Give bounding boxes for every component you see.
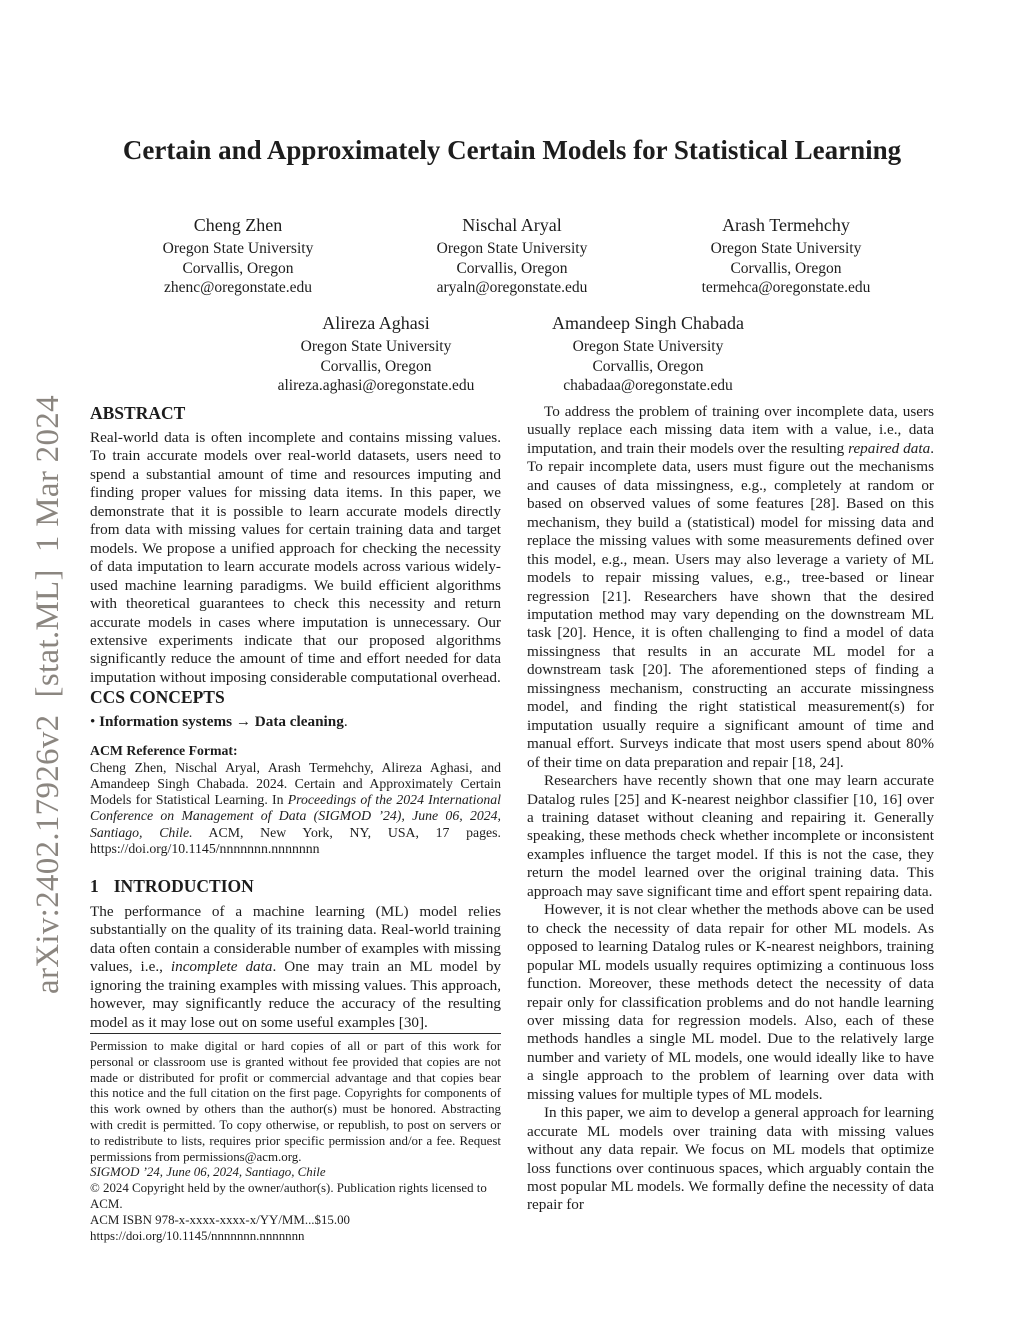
author-email: aryaln@oregonstate.edu bbox=[436, 279, 588, 296]
body-paragraph: To address the problem of training over incomplete data, users usually replace each missing data item with a value, i.e., data imputation, and train their models over the resulting repaired data. To repair incomplete data, users must figure out the mechanisms and causes of data missingness, e.g., completely at random or based on observed values of some features [28]. Based on this mechanism, they build a (statistical) model for missing data and replace the missing values with some measurements defined over this model, e.g., mean. Users may also leverage a variety of ML models to repair missing values, e.g., tree-based or linear regression [21]. Researchers have shown that the desired imputation method may vary depending on the downstream ML task [20]. Hence, it is often challenging to find a model of data missingness that results in an accurate ML model for a downstream task [20]. The aforementioned steps of finding a missingness mechanism, constructing an accurate missingness model, and finding the right statistical measurement(s) for imputation usually require a significant amount of time and manual effort. Surveys indicate that most users spend about 80% of their time on data preparation and repair [18, 24]. bbox=[527, 403, 934, 771]
introduction-heading bbox=[90, 876, 501, 897]
introduction-paragraph: The performance of a machine learning (ML) model relies substantially on the quality of its training data. Real-world training data often contain a considerable number of examples with missing values, i.e., incomplete data. One may train an ML model by ignoring the training examples with missing values. This approach, however, may significantly reduce the accuracy of the resulting model as it may lose out on some useful examples [30]. bbox=[90, 903, 502, 1031]
body-paragraph: Researchers have recently shown that one may learn accurate Datalog rules [25] and K-nearest neighbor classifier [10, 16] over a training dataset without cleaning and repairing it. Generally speaking, these methods check whether incomplete or inconsistent examples influence the target model. If this is not the case, they return the model learned over the original training data. This approach may save significant time and effort spent repairing data. bbox=[527, 772, 934, 900]
author-email: chabadaa@oregonstate.edu bbox=[563, 377, 733, 394]
author-name: Arash Termehchy bbox=[722, 215, 850, 235]
footnote-divider bbox=[90, 1033, 501, 1034]
author-block bbox=[102, 214, 374, 298]
author-email: alireza.aghasi@oregonstate.edu bbox=[277, 377, 475, 394]
author-location: Corvallis, Oregon bbox=[182, 259, 294, 277]
author-affiliation: Oregon State University bbox=[436, 240, 588, 257]
acm-reference-heading: ACM Reference Format: bbox=[90, 742, 238, 758]
body-paragraph: In this paper, we aim to develop a general approach for learning accurate ML models over training data with missing values without any data repair. We focus on ML models that optimize loss functions over continuous spaces, which arguably contain the most popular ML models. We formally define the necessity of data repair for bbox=[527, 1104, 934, 1214]
abstract-heading: ABSTRACT bbox=[90, 403, 186, 423]
conference-venue-line: SIGMOD ’24, June 06, 2024, Santiago, Chile bbox=[90, 1165, 326, 1180]
right-column bbox=[527, 403, 934, 1215]
left-column bbox=[90, 403, 501, 1032]
arxiv-watermark: arXiv:2402.17926v2 [stat.ML] 1 Mar 2024 bbox=[30, 395, 66, 994]
doi-line: https://doi.org/10.1145/nnnnnnn.nnnnnnn bbox=[90, 1228, 305, 1243]
author-block bbox=[376, 214, 648, 298]
author-location: Corvallis, Oregon bbox=[592, 357, 704, 375]
author-name: Nischal Aryal bbox=[462, 215, 562, 235]
author-block bbox=[650, 214, 922, 298]
section-number: 1 bbox=[90, 876, 99, 897]
author-affiliation: Oregon State University bbox=[162, 240, 314, 257]
author-location: Corvallis, Oregon bbox=[456, 259, 568, 277]
permission-notice: Permission to make digital or hard copies of all or part of this work for personal or classroom use is granted without fee provided that copies are not made or distributed for profit or commercial advantage and that copies bear this notice and the full citation on the first page. Copyrights for components of this work owned by others than the author(s) must be honored. Abstracting with credit is permitted. To copy otherwise, or republish, to post on servers or to redistribute to lists, requires prior specific permission and/or a fee. Request permissions from permissions@acm.org. bbox=[90, 1039, 501, 1164]
paper-title: Certain and Approximately Certain Models for Statistical Learning bbox=[122, 135, 902, 165]
copyright-line: © 2024 Copyright held by the owner/author(s). Publication rights licensed to ACM. bbox=[90, 1181, 487, 1211]
authors-row-2 bbox=[102, 312, 922, 396]
author-name: Alireza Aghasi bbox=[322, 313, 430, 333]
acm-reference-text: Cheng Zhen, Nischal Aryal, Arash Termehchy, Alireza Aghasi, and Amandeep Singh Chabada. 2024. Certain and Approximately Certain Models for Statistical Learning. In Proceedings of the 2024 International Conference on Management of Data (SIGMOD ’24), June 06, 2024, Santiago, Chile. ACM, New York, NY, USA, 17 pages. https://doi.org/10.1145/nnnnnnn.nnnnnnn bbox=[90, 759, 501, 856]
author-name: Cheng Zhen bbox=[193, 215, 283, 235]
author-email: termehca@oregonstate.edu bbox=[701, 279, 871, 296]
author-affiliation: Oregon State University bbox=[572, 338, 724, 355]
author-location: Corvallis, Oregon bbox=[320, 357, 432, 375]
section-title: INTRODUCTION bbox=[113, 876, 254, 897]
author-location: Corvallis, Oregon bbox=[730, 259, 842, 277]
author-block bbox=[512, 312, 784, 396]
author-name: Amandeep Singh Chabada bbox=[552, 313, 744, 333]
authors-row-1 bbox=[102, 214, 922, 298]
ccs-concepts-line: • Information systems → Data cleaning. bbox=[90, 713, 348, 731]
author-email: zhenc@oregonstate.edu bbox=[163, 279, 313, 296]
body-paragraph: However, it is not clear whether the methods above can be used to check the necessity of data repair for other ML models. As opposed to learning Datalog rules or K-nearest neighbors, training popular ML models usually requires optimizing a continuous loss function. Moreover, these methods detect the necessity of data repair only for classification problems and do not handle learning over missing data for regression models. Also, each of these methods handles a single ML model. Due to the relatively large number and variety of ML models, one would ideally like to have a single approach to the problem of learning over data with missing values for multiple types of ML models. bbox=[527, 901, 934, 1103]
footnote-block bbox=[90, 1033, 501, 1244]
author-block bbox=[240, 312, 512, 396]
author-affiliation: Oregon State University bbox=[300, 338, 452, 355]
ccs-heading: CCS CONCEPTS bbox=[90, 687, 225, 708]
isbn-line: ACM ISBN 978-x-xxxx-xxxx-x/YY/MM...$15.00 bbox=[90, 1212, 350, 1227]
author-affiliation: Oregon State University bbox=[710, 240, 862, 257]
abstract-text: Real-world data is often incomplete and contains missing values. To train accurate models over real-world datasets, users need to spend a substantial amount of time and resources imputing and finding proper values for missing data items. In this paper, we demonstrate that it is possible to learn accurate models directly from data with missing values for certain training data and target models. We propose a unified approach for checking the necessity of data imputation to learn accurate models across various widely-used machine learning paradigms. We build efficient algorithms with theoretical guarantees to check this necessity and return accurate models in cases where imputation is unnecessary. Our extensive experiments indicate that our proposed algorithms significantly reduce the amount of time and effort needed for data imputation without imposing considerable computational overhead. bbox=[90, 429, 501, 686]
